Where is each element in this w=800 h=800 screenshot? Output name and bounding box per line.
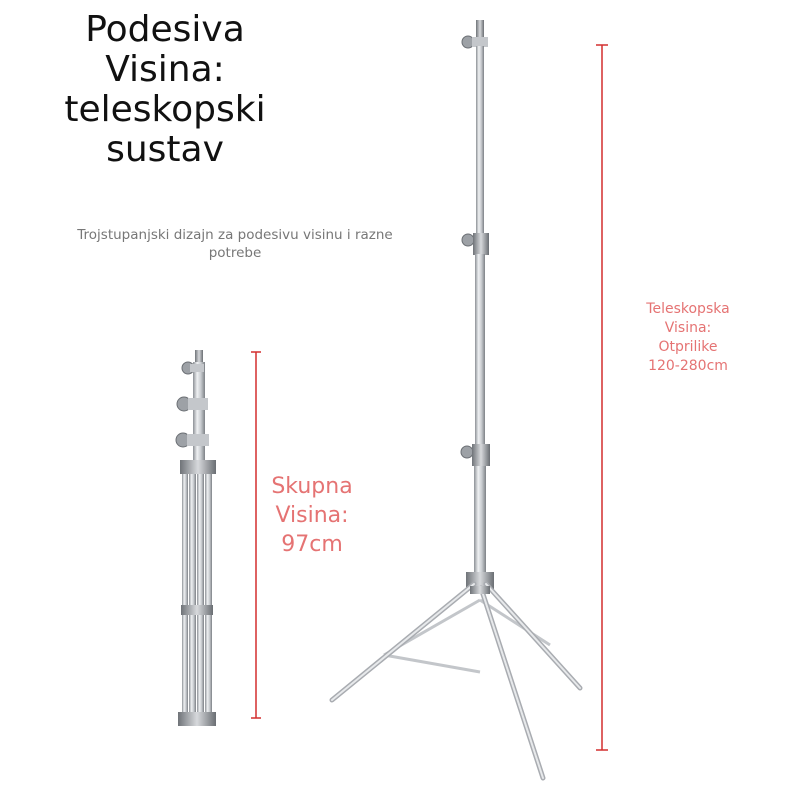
extended-height-measure [596,45,608,750]
headline-line-4: sustav [106,129,224,170]
folded-height-measure [251,352,261,718]
folded-stand-leg [182,474,188,714]
extended-stand-hinge [470,586,490,594]
folded-stand-inner-tube [193,362,205,462]
folded-stand-leg [197,474,204,714]
extended-height-label-line: Visina: [664,320,712,336]
extended-stand-knob-icon [462,233,489,255]
headline-line-1: Podesiva [85,9,245,50]
folded-height-label-line: Skupna [271,474,353,499]
subtitle: Trojstupanjski dizajn za podesivu visinu i razne potrebe [77,227,393,261]
headline-line-3: teleskopski [64,89,266,130]
extended-stand-lower-tube [474,466,486,576]
folded-stand-leg [205,474,212,714]
folded-stand [176,350,216,726]
folded-stand-spigot [195,350,203,364]
folded-stand-foot [178,712,216,726]
folded-stand-joint [181,605,213,615]
extended-stand [332,20,580,778]
folded-stand-leg [189,474,196,714]
folded-height-label-line: 97cm [281,532,343,557]
folded-stand-knob-icon [176,433,209,447]
extended-stand-middle-tube [475,254,485,444]
extended-stand-upper-tube [476,46,484,236]
folded-stand-knob-icon [177,397,208,411]
extended-height-label-line: Teleskopska [646,301,730,317]
folded-height-label [262,472,362,559]
folded-height-label-line: Visina: [275,503,349,528]
headline-line-2: Visina: [105,49,225,90]
extended-stand-knob-icon [462,36,488,48]
extended-height-label [632,300,744,376]
extended-stand-knob-icon [461,444,490,466]
extended-height-label-line: 120-280cm [648,358,728,374]
extended-height-label-line: Otprilike [658,339,718,355]
folded-stand-collar [180,460,216,474]
